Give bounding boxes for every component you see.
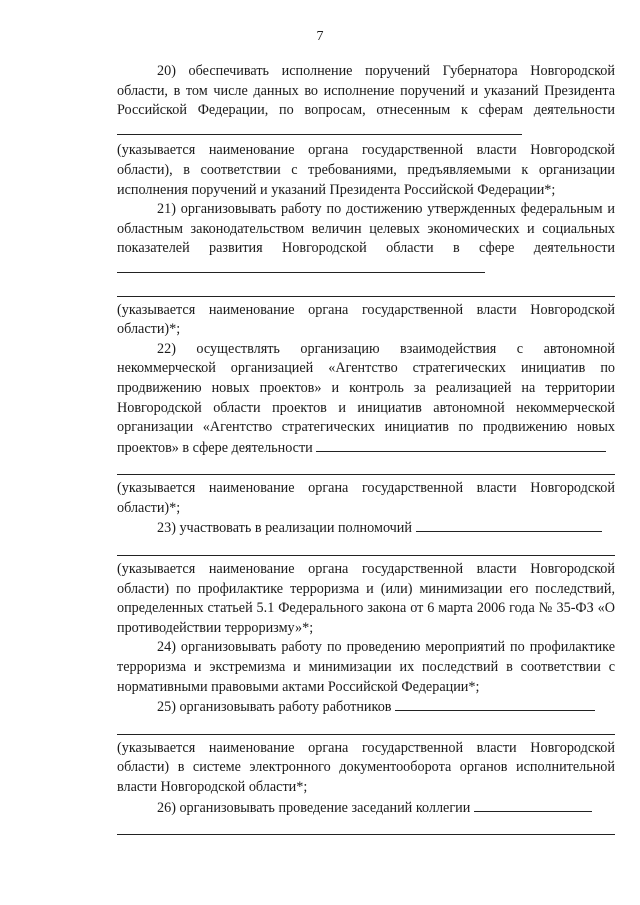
item-20 xyxy=(117,62,615,141)
item-21 xyxy=(117,200,615,279)
item-26 xyxy=(117,798,615,819)
item-23-text: 23) участвовать в реализации полномочий xyxy=(157,520,412,537)
page-number: 7 xyxy=(316,29,324,44)
blank-line xyxy=(117,259,485,273)
blank-line xyxy=(395,697,595,711)
item-20-continuation: (указывается наименование органа государственной власти Новгородской области), в соответствии с требованиями, предъявляемыми к организации исполнения поручений и указаний Президента Российской Федерации*; xyxy=(117,142,615,198)
item-21-continuation: (указывается наименование органа государственной власти Новгородской области)*; xyxy=(117,301,615,338)
item-23-continuation: (указывается наименование органа государственной власти Новгородской области) по профилактике терроризма и (или) минимизации его последствий, определенных статьей 5.1 Федерального закона от 6 марта 2006 года № 35-ФЗ «О противодействии терроризму»*; xyxy=(117,561,615,636)
item-22-continuation: (указывается наименование органа государственной власти Новгородской области)*; xyxy=(117,480,615,516)
item-25 xyxy=(117,697,615,718)
blank-line xyxy=(474,798,592,812)
item-20-text: 20) обеспечивать исполнение поручений Губернатора Новгородской области, в том числе данных во исполнение поручений и указаний Президента Российской Федерации, по вопросам, отнесенным к сферам деятельности xyxy=(117,63,615,119)
blank-line xyxy=(117,818,615,835)
item-24: 24) организовывать работу по проведению мероприятий по профилактике терроризма и экстремизма и минимизации их последствий в соответствии с нормативными правовыми актами Российской Федерации*; xyxy=(117,639,615,695)
item-22 xyxy=(117,340,615,459)
item-25-text: 25) организовывать работу работников xyxy=(157,699,392,716)
blank-line xyxy=(416,518,602,532)
blank-line xyxy=(117,280,615,297)
blank-line xyxy=(117,539,615,556)
item-25-continuation: (указывается наименование органа государственной власти Новгородской области) в системе электронного документооборота органов исполнительной власти Новгородской области*; xyxy=(117,739,615,795)
document-body xyxy=(117,62,615,839)
blank-line xyxy=(117,458,615,475)
item-22-text: 22) осуществлять организацию взаимодействия с автономной некоммерческой организацией «Агентство стратегических инициатив по продвижению новых проектов» и контроль за реализацией на территории Новгородской области проектов и инициатив автономной некоммерческой организации «Агентство стратегических инициатив по продвижению новых проектов» в сфере деятельности xyxy=(117,340,615,456)
blank-line xyxy=(316,438,606,452)
item-23 xyxy=(117,518,615,539)
blank-line xyxy=(117,121,522,135)
item-26-text: 26) организовывать проведение заседаний коллегии xyxy=(157,799,471,816)
blank-line xyxy=(117,718,615,735)
item-21-text: 21) организовывать работу по достижению утвержденных федеральным и областным законодательством величин целевых экономических и социальных показателей развития Новгородской области в сфере деятельности xyxy=(117,201,615,257)
